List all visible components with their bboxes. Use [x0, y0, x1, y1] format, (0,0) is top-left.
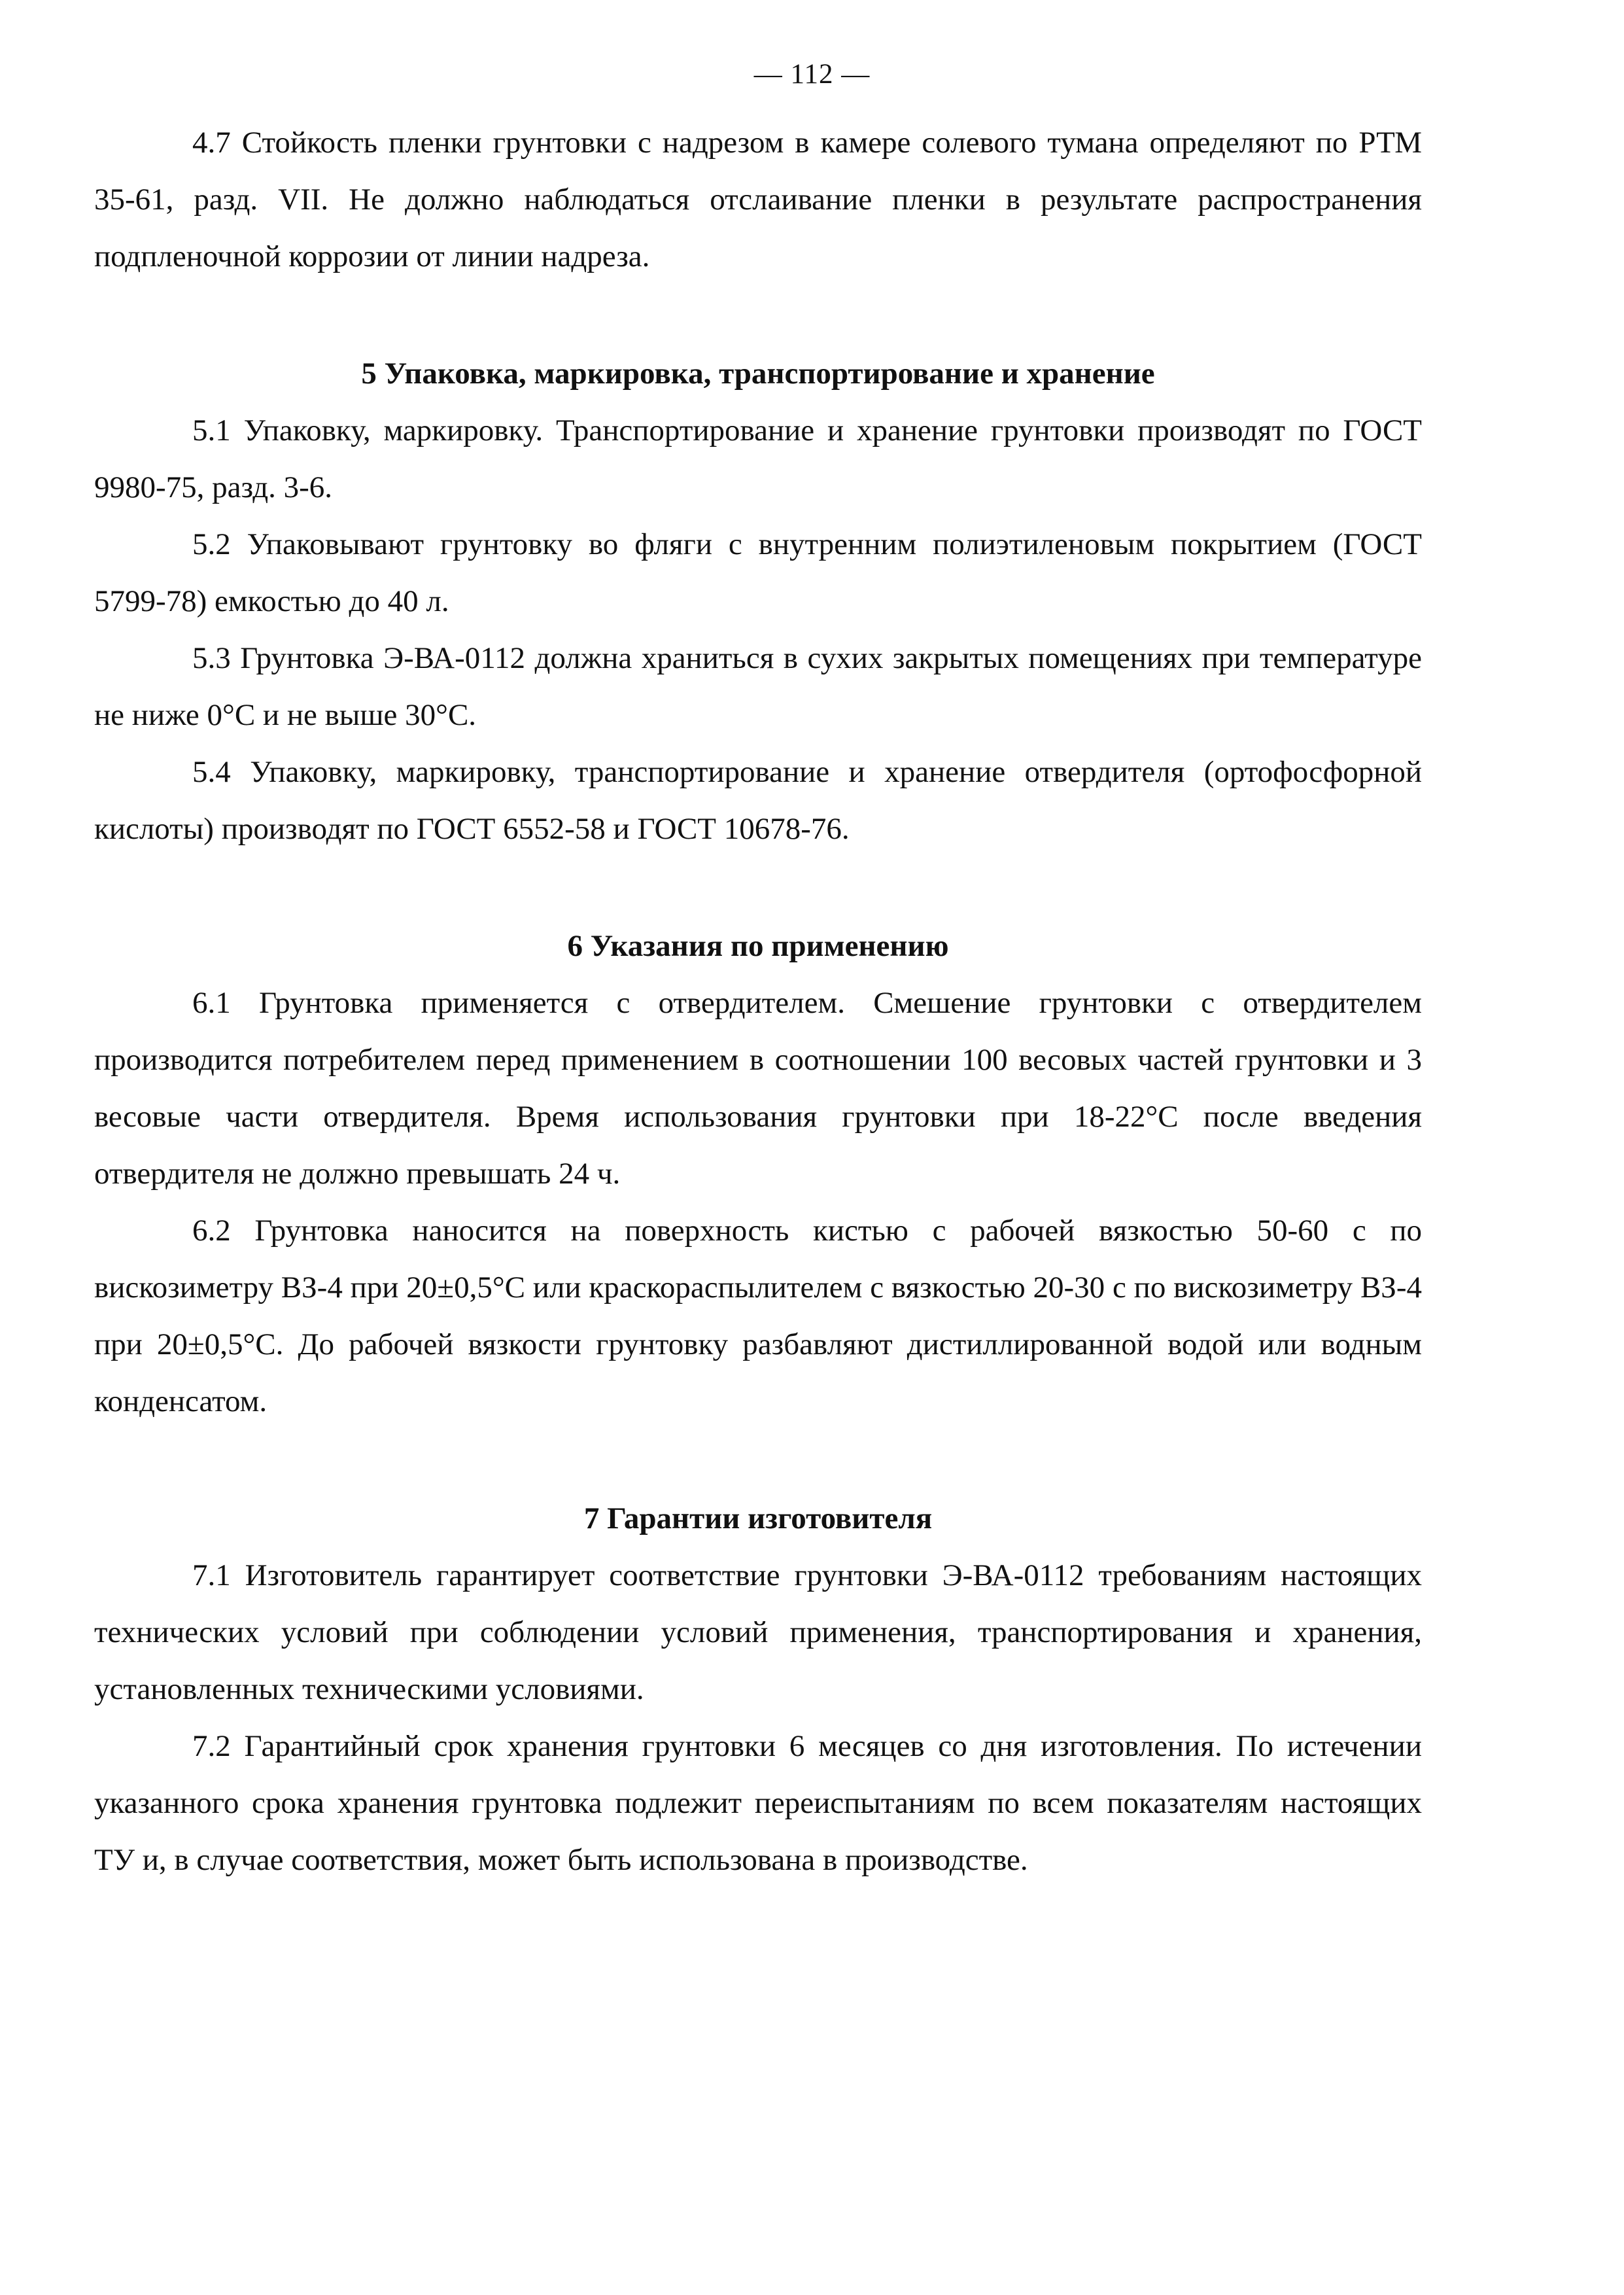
section-6-heading: 6 Указания по применению [567, 929, 949, 963]
clause-4-7: 4.7 Стойкость пленки грунтовки с надрезом в камере солевого тумана определяют по РТМ 35-61, разд. VII. Не должно наблюдаться отслаивание пленки в результате распространения подпленочной коррозии от линии надреза. [94, 126, 1422, 273]
clause-5-3: 5.3 Грунтовка Э-ВА-0112 должна храниться в сухих закрытых помещениях при температуре не ниже 0°С и не выше 30°С. [94, 641, 1422, 732]
clause-6-2: 6.2 Грунтовка наносится на поверхность кистью с рабочей вязкостью 50-60 с по вискозиметру ВЗ-4 при 20±0,5°С или краскораспылителем с вязкостью 20-30 с по вискозиметру ВЗ-4 при 20±0,5°С. До рабочей вязкости грунтовку разбавляют дистиллированной водой или водным конденсатом. [94, 1214, 1422, 1418]
section-7-heading: 7 Гарантии изготовителя [583, 1501, 933, 1535]
clause-7-1: 7.1 Изготовитель гарантирует соответствие грунтовки Э-ВА-0112 требованиям настоящих технических условий при соблюдении условий применения, транспортирования и хранения, установленных техническими условиями. [94, 1558, 1422, 1706]
clause-6-1: 6.1 Грунтовка применяется с отвердителем. Смешение грунтовки с отвердителем производится потребителем перед применением в соотношении 100 весовых частей грунтовки и 3 весовые части отвердителя. Время использования грунтовки при 18-22°С после введения отвердителя не должно превышать 24 ч. [94, 986, 1422, 1191]
page-number: — 112 — [753, 59, 871, 90]
clause-5-2: 5.2 Упаковывают грунтовку во фляги с внутренним полиэтиленовым покрытием (ГОСТ 5799-78) емкостью до 40 л. [94, 527, 1422, 618]
clause-7-2: 7.2 Гарантийный срок хранения грунтовки 6 месяцев со дня изготовления. По истечении указанного срока хранения грунтовка подлежит переиспытаниям по всем показателям настоящих ТУ и, в случае соответствия, может быть использована в производстве. [94, 1729, 1422, 1877]
clause-5-4: 5.4 Упаковку, маркировку, транспортирование и хранение отвердителя (ортофосфорной кислоты) производят по ГОСТ 6552-58 и ГОСТ 10678-76. [94, 755, 1422, 846]
document-body [94, 114, 1422, 1889]
clause-5-1: 5.1 Упаковку, маркировку. Транспортирование и хранение грунтовки производят по ГОСТ 9980-75, разд. 3-6. [94, 413, 1422, 504]
section-5-heading: 5 Упаковка, маркировка, транспортирование и хранение [361, 357, 1155, 391]
